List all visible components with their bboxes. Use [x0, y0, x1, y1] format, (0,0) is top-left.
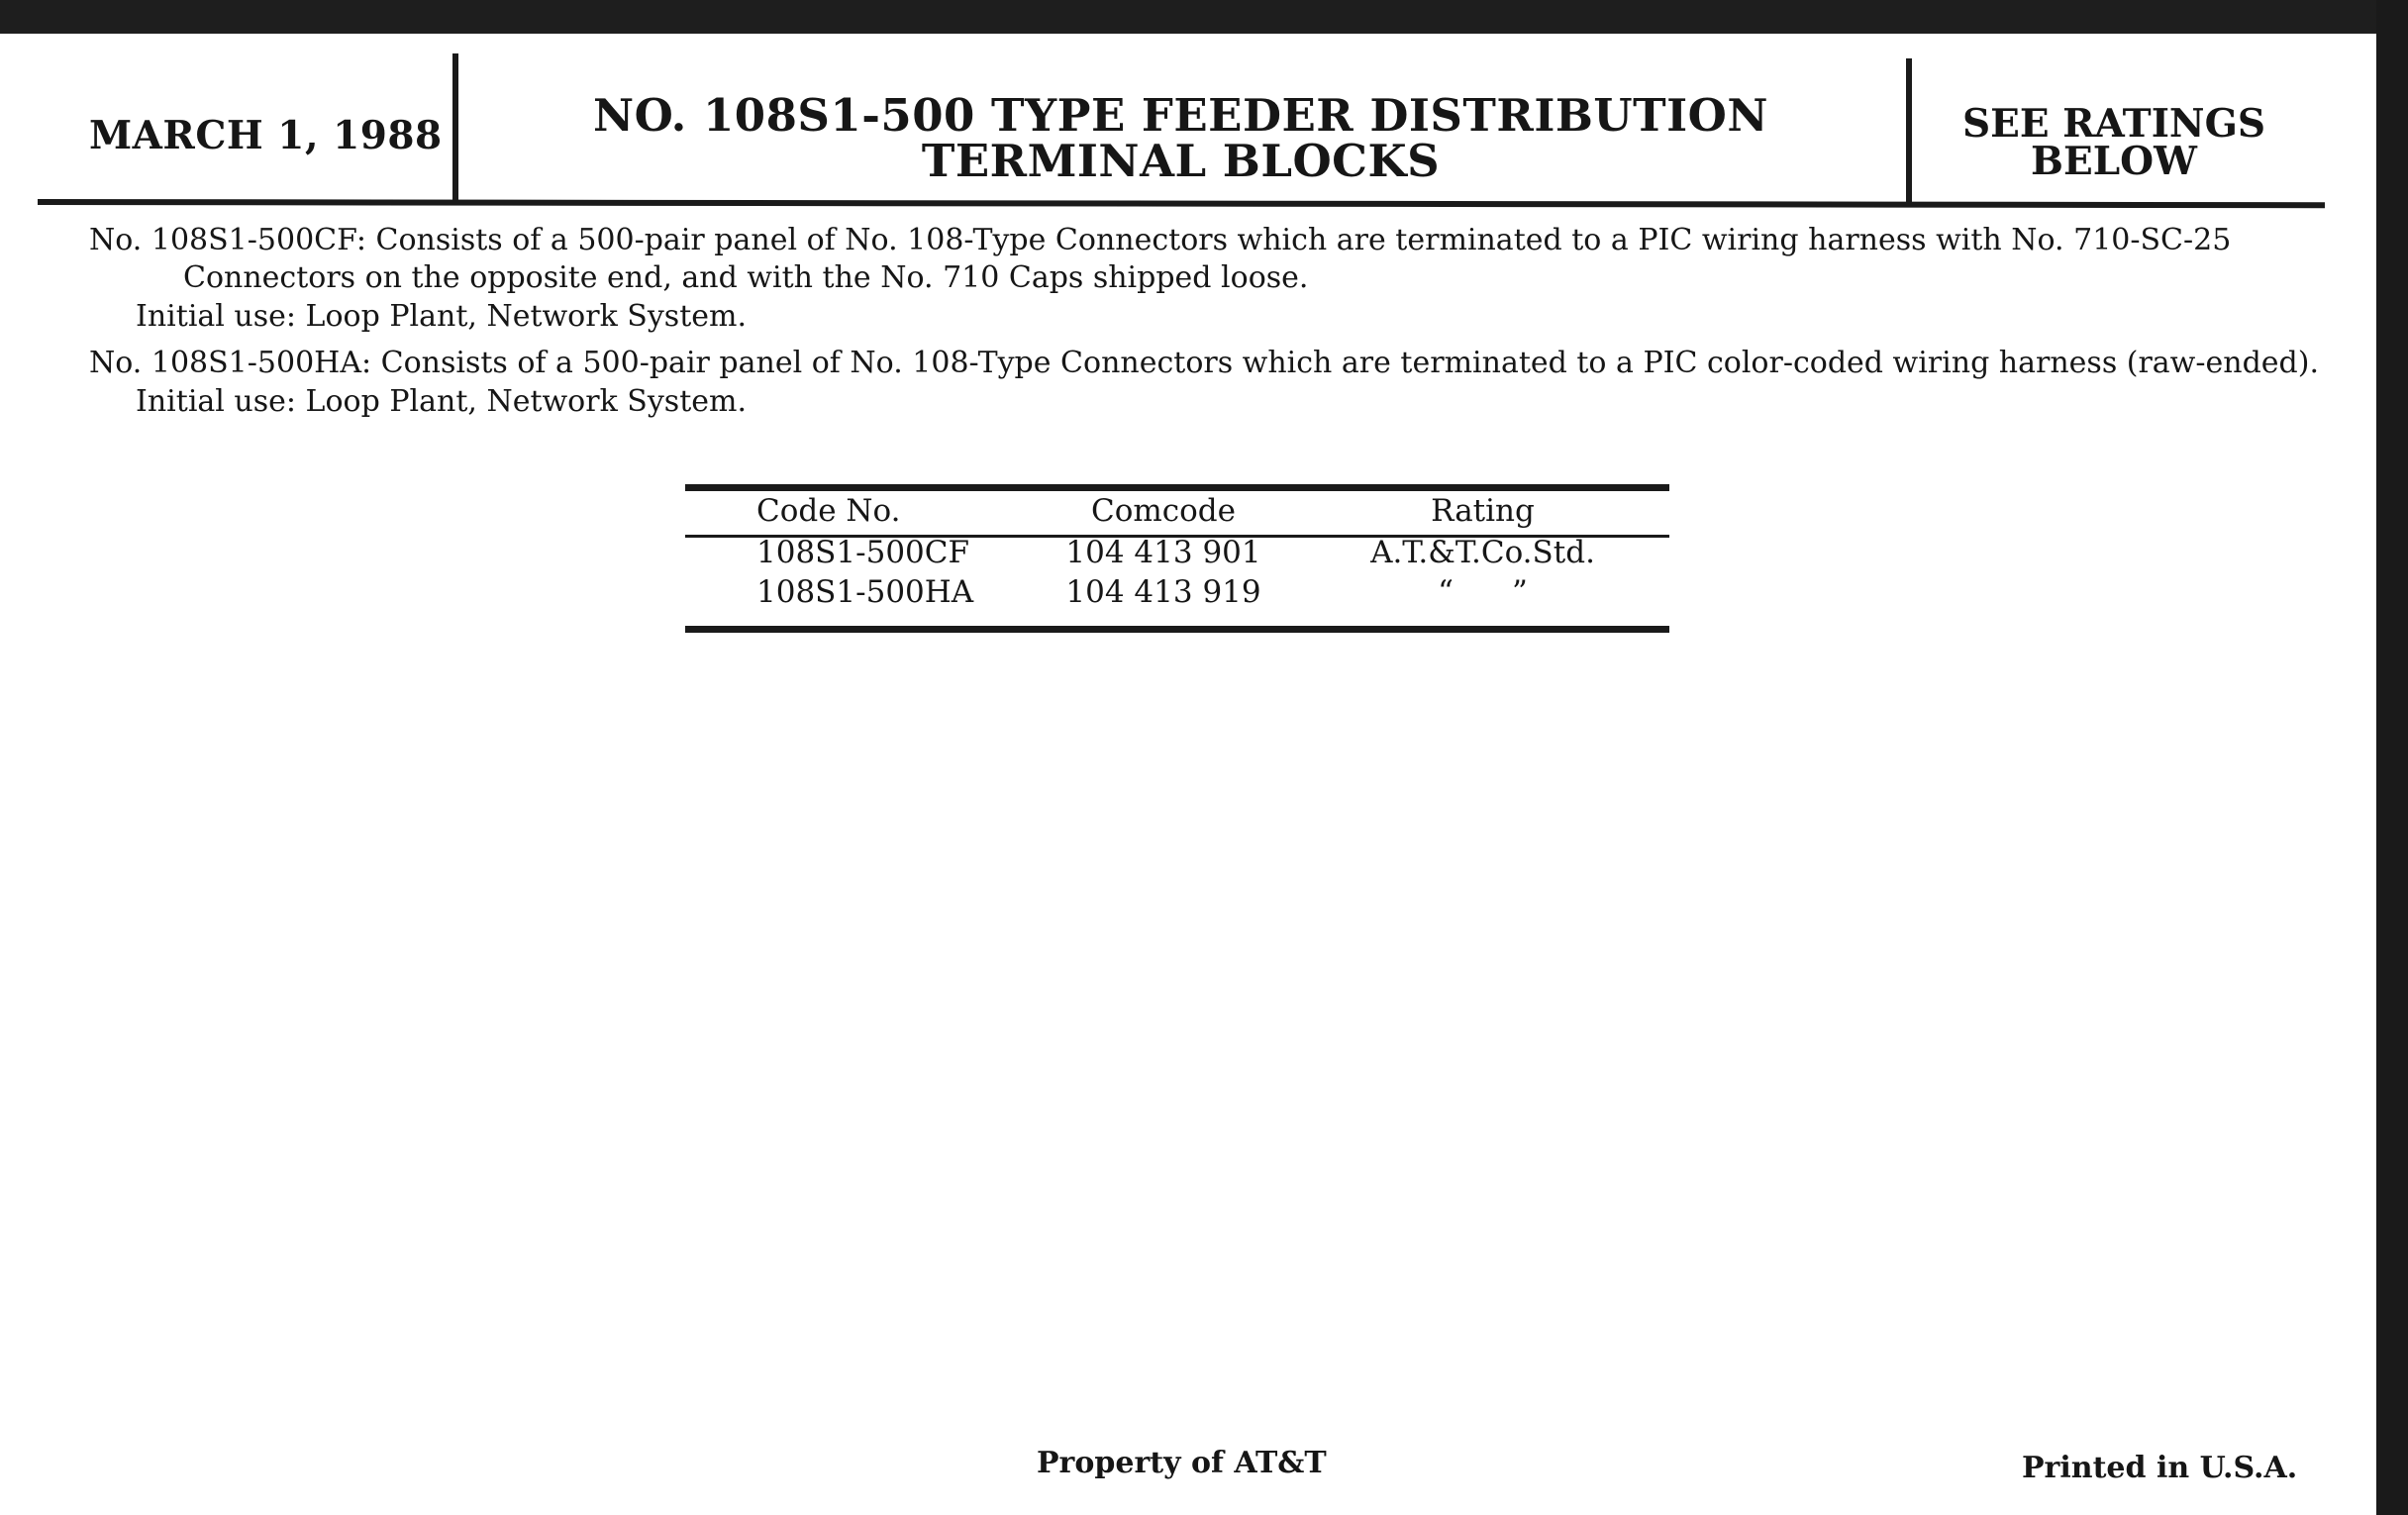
footer-property: Property of AT&T — [1037, 1446, 1327, 1480]
title-line-2: TERMINAL BLOCKS — [921, 135, 1441, 187]
table-header-comcode: Comcode — [1091, 493, 1236, 529]
page-title — [465, 89, 1896, 187]
desc-500ha-initial-use: Initial use: Loop Plant, Network System. — [136, 384, 747, 419]
table-row-2-rating: “ ” — [1438, 574, 1528, 610]
table-row-1-comcode: 104 413 901 — [1065, 535, 1261, 570]
scan-border-top — [0, 0, 2408, 34]
header-divider-right — [1906, 58, 1912, 205]
table-top-rule — [685, 484, 1669, 491]
footer-printed: Printed in U.S.A. — [2022, 1451, 2298, 1485]
table-header-code: Code No. — [756, 493, 901, 529]
table-row-2-comcode: 104 413 919 — [1065, 574, 1261, 610]
title-line-1: NO. 108S1-500 TYPE FEEDER DISTRIBUTION — [592, 89, 1769, 142]
header-date: MARCH 1, 1988 — [89, 113, 443, 158]
table-row-1-code: 108S1-500CF — [756, 535, 970, 570]
table-row-2-code: 108S1-500HA — [756, 574, 974, 610]
scan-border-right — [2376, 0, 2408, 1515]
header-divider-left — [452, 53, 458, 202]
table-header-rating: Rating — [1431, 493, 1535, 529]
document-page — [0, 34, 2376, 1515]
desc-500cf-initial-use: Initial use: Loop Plant, Network System. — [136, 299, 747, 334]
header-rule — [38, 199, 2325, 208]
desc-500cf-line-1: No. 108S1-500CF: Consists of a 500-pair panel of No. 108-Type Connectors which are terminated to a PIC wiring harness with No. 710-SC-25 — [89, 223, 2232, 257]
table-row-1-rating: A.T.&T.Co.Std. — [1370, 535, 1595, 570]
rating-line-1: SEE RATINGS — [1961, 101, 2266, 147]
desc-500cf-line-2: Connectors on the opposite end, and with the No. 710 Caps shipped loose. — [183, 260, 1309, 295]
table-bottom-rule — [685, 626, 1669, 633]
desc-500ha-line-1: No. 108S1-500HA: Consists of a 500-pair panel of No. 108-Type Connectors which are terminated to a PIC color-coded wiring harness (raw-ended). — [89, 346, 2319, 380]
rating-line-2: BELOW — [2031, 139, 2197, 184]
header-rating — [1916, 101, 2312, 184]
